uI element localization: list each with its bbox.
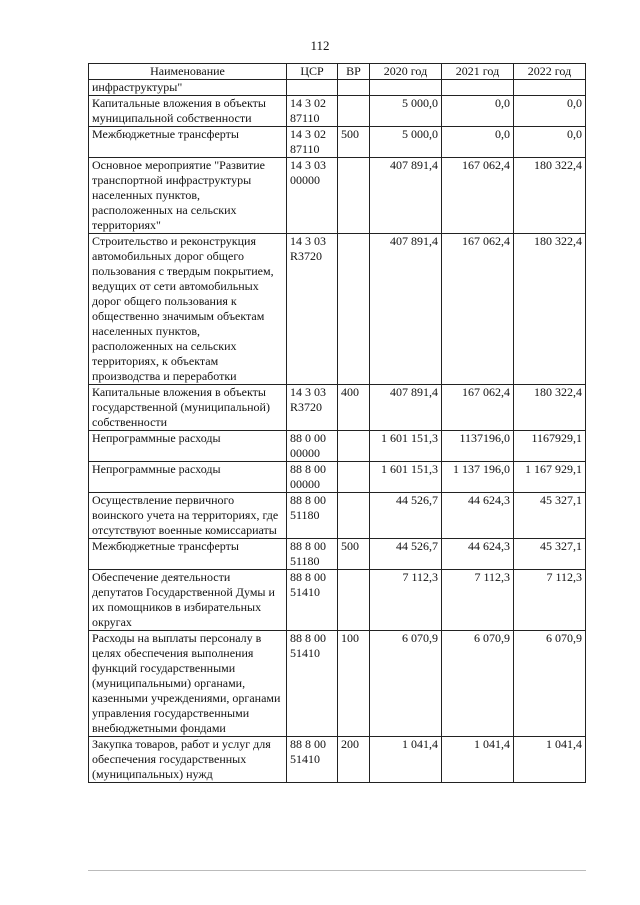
- table-row: [89, 234, 586, 385]
- csr-code-part1: 14 3 02: [290, 96, 326, 110]
- table-row: [89, 737, 586, 783]
- row-2020-cell: 1 601 151,3: [370, 431, 442, 462]
- row-csr-cell: [287, 80, 338, 96]
- page-number: 112: [310, 38, 330, 53]
- row-2022-cell: 45 327,1: [514, 493, 586, 539]
- table-row: [89, 539, 586, 570]
- row-name-cell: Межбюджетные трансферты: [89, 539, 287, 570]
- row-csr-cell: [287, 539, 338, 570]
- table-row: [89, 570, 586, 631]
- row-name-cell: Осуществление первичного воинского учета на территориях, где отсутствуют военные комиссариаты: [89, 493, 287, 539]
- row-2022-cell: [514, 80, 586, 96]
- row-vr-cell: 100: [338, 631, 370, 737]
- row-name-cell: инфраструктуры": [89, 80, 287, 96]
- row-csr-cell: [287, 737, 338, 783]
- table-row: [89, 158, 586, 234]
- table-row: [89, 493, 586, 539]
- row-vr-cell: [338, 431, 370, 462]
- row-csr-cell: [287, 431, 338, 462]
- row-2020-cell: 7 112,3: [370, 570, 442, 631]
- row-2020-cell: 5 000,0: [370, 127, 442, 158]
- row-2020-cell: 407 891,4: [370, 234, 442, 385]
- row-vr-cell: [338, 96, 370, 127]
- csr-code-part1: 14 3 03: [290, 234, 326, 248]
- row-csr-cell: [287, 385, 338, 431]
- csr-code-part2: R3720: [290, 400, 323, 414]
- row-name-cell: Обеспечение деятельности депутатов Государственной Думы и их помощников в избирательных округах: [89, 570, 287, 631]
- row-2021-cell: 44 624,3: [442, 493, 514, 539]
- row-name-cell: Межбюджетные трансферты: [89, 127, 287, 158]
- row-csr-cell: [287, 127, 338, 158]
- row-2021-cell: 167 062,4: [442, 158, 514, 234]
- header-2021: 2021 год: [442, 64, 514, 80]
- row-vr-cell: [338, 234, 370, 385]
- row-csr-cell: [287, 96, 338, 127]
- row-2022-cell: 1 167 929,1: [514, 462, 586, 493]
- csr-code-part2: 00000: [290, 446, 320, 460]
- row-vr-cell: 200: [338, 737, 370, 783]
- row-name-cell: Капитальные вложения в объекты государственной (муниципальной) собственности: [89, 385, 287, 431]
- table-row: [89, 462, 586, 493]
- table-row: [89, 80, 586, 96]
- row-2022-cell: 1167929,1: [514, 431, 586, 462]
- row-csr-cell: [287, 158, 338, 234]
- row-2022-cell: 180 322,4: [514, 158, 586, 234]
- row-2021-cell: 0,0: [442, 96, 514, 127]
- row-csr-cell: [287, 234, 338, 385]
- row-csr-cell: [287, 493, 338, 539]
- row-2022-cell: 7 112,3: [514, 570, 586, 631]
- csr-code-part2: R3720: [290, 249, 323, 263]
- csr-code-part1: 88 8 00: [290, 570, 326, 584]
- table-row: [89, 96, 586, 127]
- csr-code-part2: 51180: [290, 554, 320, 568]
- header-vr: ВР: [338, 64, 370, 80]
- csr-code-part1: 14 3 02: [290, 127, 326, 141]
- row-vr-cell: [338, 462, 370, 493]
- csr-code-part2: 87110: [290, 142, 320, 156]
- budget-table: [88, 63, 586, 783]
- row-2020-cell: 44 526,7: [370, 493, 442, 539]
- row-name-cell: Основное мероприятие "Развитие транспортной инфраструктуры населенных пунктов, расположенных на сельских территориях": [89, 158, 287, 234]
- row-name-cell: Строительство и реконструкция автомобильных дорог общего пользования с твердым покрытием, ведущих от сети автомобильных дорог общего пользования к общественно значимым объектам населенных пунктов, расположенных на сельских территориях, к объектам производства и переработки: [89, 234, 287, 385]
- row-2021-cell: 167 062,4: [442, 385, 514, 431]
- table-header-row: [89, 64, 586, 80]
- csr-code-part2: 51180: [290, 508, 320, 522]
- row-2022-cell: 6 070,9: [514, 631, 586, 737]
- csr-code-part1: 14 3 03: [290, 158, 326, 172]
- row-2022-cell: 180 322,4: [514, 234, 586, 385]
- row-2020-cell: 1 041,4: [370, 737, 442, 783]
- row-2020-cell: 407 891,4: [370, 158, 442, 234]
- row-name-cell: Непрограммные расходы: [89, 462, 287, 493]
- row-name-cell: Расходы на выплаты персоналу в целях обеспечения выполнения функций государственными (муниципальными) органами, казенными учреждениями, органами управления государственными внебюджетными фондами: [89, 631, 287, 737]
- row-name-cell: Непрограммные расходы: [89, 431, 287, 462]
- row-2021-cell: 6 070,9: [442, 631, 514, 737]
- row-vr-cell: [338, 158, 370, 234]
- row-vr-cell: [338, 570, 370, 631]
- header-name: Наименование: [89, 64, 287, 80]
- csr-code-part2: 51410: [290, 752, 320, 766]
- row-2022-cell: 0,0: [514, 127, 586, 158]
- row-csr-cell: [287, 462, 338, 493]
- row-2021-cell: 167 062,4: [442, 234, 514, 385]
- page-bottom-rule: [88, 870, 586, 871]
- row-2021-cell: 1 137 196,0: [442, 462, 514, 493]
- row-vr-cell: 500: [338, 127, 370, 158]
- csr-code-part2: 00000: [290, 173, 320, 187]
- header-2022: 2022 год: [514, 64, 586, 80]
- row-vr-cell: 400: [338, 385, 370, 431]
- row-vr-cell: [338, 80, 370, 96]
- row-csr-cell: [287, 570, 338, 631]
- row-2020-cell: 6 070,9: [370, 631, 442, 737]
- row-2022-cell: 45 327,1: [514, 539, 586, 570]
- table-row: [89, 385, 586, 431]
- header-csr: ЦСР: [287, 64, 338, 80]
- row-name-cell: Капитальные вложения в объекты муниципальной собственности: [89, 96, 287, 127]
- row-2022-cell: 180 322,4: [514, 385, 586, 431]
- table-row: [89, 631, 586, 737]
- csr-code-part1: 88 8 00: [290, 539, 326, 553]
- csr-code-part1: 88 8 00: [290, 631, 326, 645]
- row-2022-cell: 1 041,4: [514, 737, 586, 783]
- row-2020-cell: 407 891,4: [370, 385, 442, 431]
- row-2020-cell: 1 601 151,3: [370, 462, 442, 493]
- csr-code-part1: 88 8 00: [290, 493, 326, 507]
- table-row: [89, 127, 586, 158]
- csr-code-part2: 87110: [290, 111, 320, 125]
- row-2020-cell: 5 000,0: [370, 96, 442, 127]
- row-2022-cell: 0,0: [514, 96, 586, 127]
- csr-code-part2: 00000: [290, 477, 320, 491]
- table-row: [89, 431, 586, 462]
- csr-code-part2: 51410: [290, 585, 320, 599]
- row-2020-cell: [370, 80, 442, 96]
- row-name-cell: Закупка товаров, работ и услуг для обеспечения государственных (муниципальных) нужд: [89, 737, 287, 783]
- row-vr-cell: [338, 493, 370, 539]
- csr-code-part1: 14 3 03: [290, 385, 326, 399]
- header-2020: 2020 год: [370, 64, 442, 80]
- row-2021-cell: 44 624,3: [442, 539, 514, 570]
- row-2021-cell: [442, 80, 514, 96]
- csr-code-part2: 51410: [290, 646, 320, 660]
- csr-code-part1: 88 8 00: [290, 737, 326, 751]
- row-2021-cell: 1 041,4: [442, 737, 514, 783]
- row-csr-cell: [287, 631, 338, 737]
- csr-code-part1: 88 8 00: [290, 462, 326, 476]
- row-2021-cell: 0,0: [442, 127, 514, 158]
- csr-code-part1: 88 0 00: [290, 431, 326, 445]
- row-2020-cell: 44 526,7: [370, 539, 442, 570]
- row-2021-cell: 1137196,0: [442, 431, 514, 462]
- row-2021-cell: 7 112,3: [442, 570, 514, 631]
- row-vr-cell: 500: [338, 539, 370, 570]
